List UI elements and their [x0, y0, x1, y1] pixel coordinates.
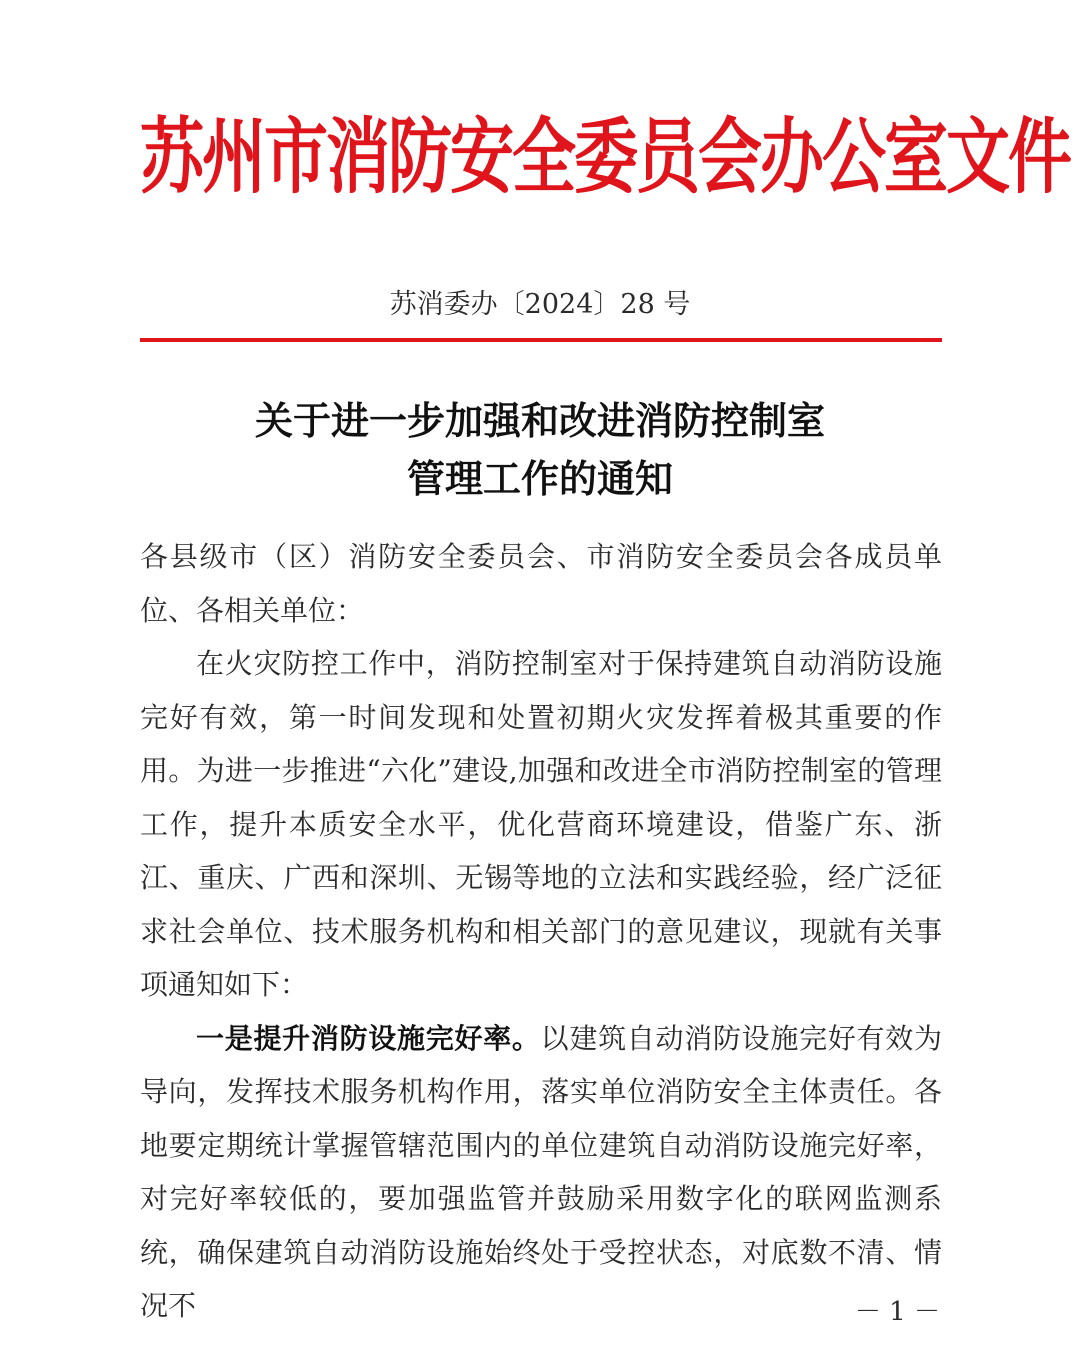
document-number: 苏消委办〔2024〕28 号	[389, 289, 691, 320]
item-1-heading: 一是提升消防设施完好率。	[196, 1021, 541, 1055]
notice-body	[140, 530, 942, 1333]
paragraph-item-1	[140, 1012, 942, 1333]
notice-title-line-1: 关于进一步加强和改进消防控制室	[254, 399, 825, 443]
red-divider-line	[140, 338, 942, 342]
masthead-title: 苏州市消防安全委员会办公室文件	[140, 110, 1070, 206]
paragraph-intro: 在火灾防控工作中，消防控制室对于保持建筑自动消防设施完好有效，第一时间发现和处置初期火灾发挥着极其重要的作用。为进一步推进“六化”建设,加强和改进全市消防控制室的管理工作，提升本质安全水平，优化营商环境建设，借鉴广东、浙江、重庆、广西和深圳、无锡等地的立法和实践经验，经广泛征求社会单位、技术服务机构和相关部门的意见建议，现就有关事项通知如下：	[140, 647, 942, 1001]
notice-title	[140, 392, 940, 508]
page-number: － 1 －	[854, 1297, 940, 1327]
item-1-text: 以建筑自动消防设施完好有效为导向，发挥技术服务机构作用，落实单位消防安全主体责任。各地要定期统计掌握管辖范围内的单位建筑自动消防设施完好率，对完好率较低的，要加强监管并鼓励采用数字化的联网监测系统，确保建筑自动消防设施始终处于受控状态，对底数不清、情况不	[140, 1021, 942, 1322]
notice-title-line-2: 管理工作的通知	[406, 457, 673, 501]
salutation: 各县级市（区）消防安全委员会、市消防安全委员会各成员单位、各相关单位：	[140, 540, 942, 627]
